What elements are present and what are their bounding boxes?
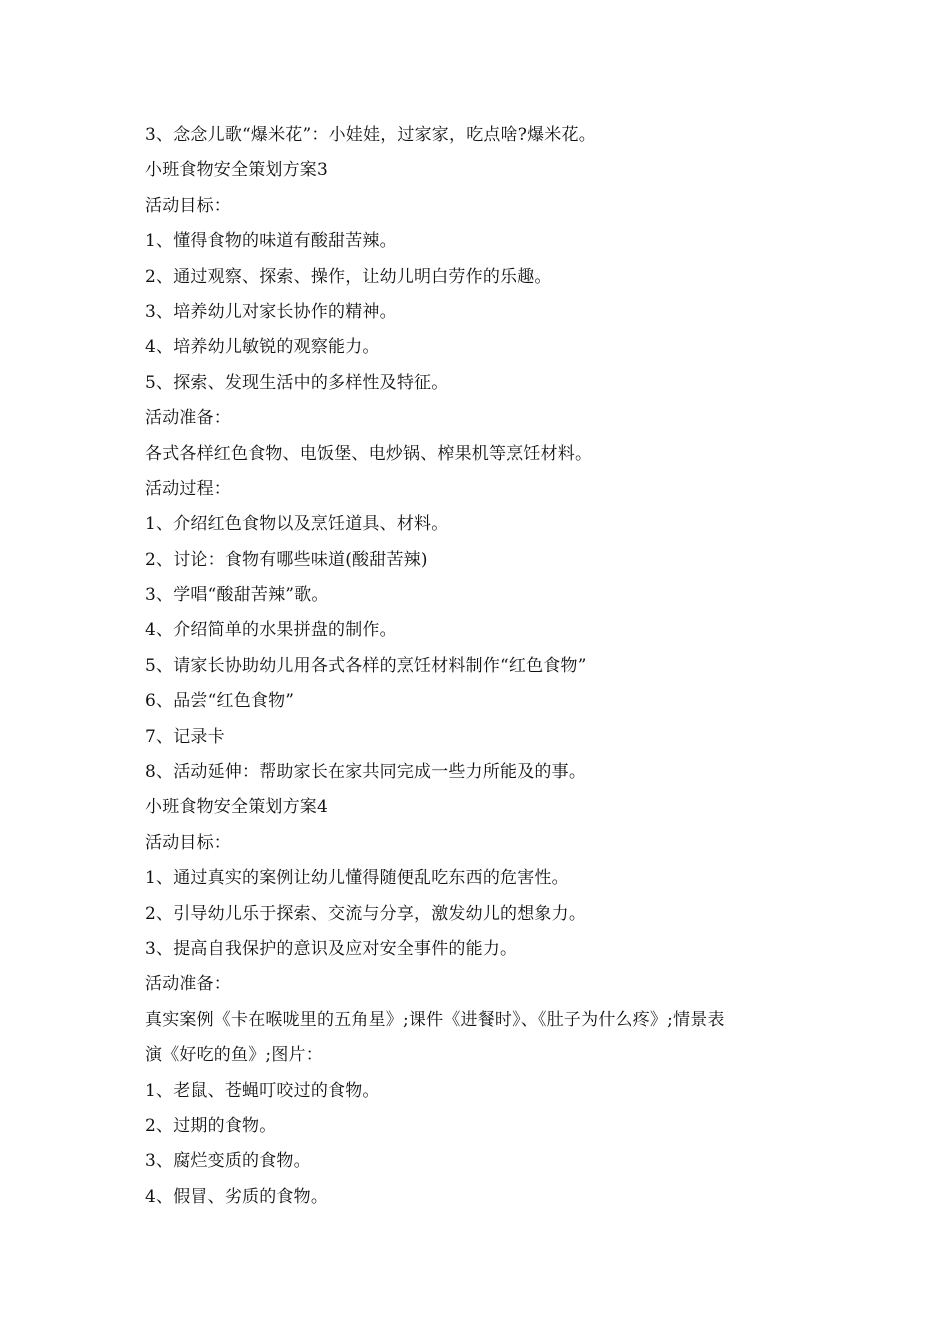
song-line: 3、念念儿歌“爆米花”：小娃娃，过家家，吃点啥?爆米花。 (145, 125, 596, 145)
heading-activity-goals: 活动目标： (145, 195, 231, 216)
list-item: 3、腐烂变质的食物。 (145, 1151, 311, 1172)
paragraph-continuation: 演《好吃的鱼》;图片： (145, 1045, 323, 1066)
list-item: 3、培养幼儿对家长协作的精神。 (145, 301, 397, 322)
list-item: 2、引导幼儿乐于探索、交流与分享，激发幼儿的想象力。 (145, 903, 587, 924)
heading-activity-process: 活动过程： (145, 478, 231, 499)
list-item: 1、老鼠、苍蝇叮咬过的食物。 (145, 1080, 380, 1101)
paragraph: 真实案例《卡在喉咙里的五角星》;课件《进餐时》、《肚子为什么疼》;情景表 (145, 1009, 725, 1030)
list-item: 8、活动延伸：帮助家长在家共同完成一些力所能及的事。 (145, 762, 587, 783)
heading-activity-prep: 活动准备： (145, 408, 231, 429)
list-item: 4、假冒、劣质的食物。 (145, 1186, 329, 1207)
list-item: 4、介绍简单的水果拼盘的制作。 (145, 620, 397, 641)
list-item: 1、懂得食物的味道有酸甜苦辣。 (145, 231, 397, 252)
list-item: 5、探索、发现生活中的多样性及特征。 (145, 372, 449, 393)
list-item: 2、过期的食物。 (145, 1115, 277, 1136)
list-item: 7、记录卡 (145, 726, 225, 747)
paragraph: 各式各样红色食物、电饭堡、电炒锅、榨果机等烹饪材料。 (145, 443, 593, 464)
list-item: 6、品尝“红色食物” (145, 691, 295, 712)
list-item: 1、介绍红色食物以及烹饪道具、材料。 (145, 514, 449, 535)
list-item: 3、提高自我保护的意识及应对安全事件的能力。 (145, 938, 518, 959)
heading-activity-prep: 活动准备： (145, 974, 231, 995)
section-title-plan-3: 小班食物安全策划方案3 (145, 160, 329, 181)
list-item: 4、培养幼儿敏锐的观察能力。 (145, 337, 380, 358)
document-body (145, 118, 825, 1215)
section-title-plan-4: 小班食物安全策划方案4 (145, 797, 329, 818)
list-item: 2、通过观察、探索、操作，让幼儿明白劳作的乐趣。 (145, 266, 552, 287)
list-item: 1、通过真实的案例让幼儿懂得随便乱吃东西的危害性。 (145, 868, 569, 889)
list-item: 3、学唱“酸甜苦辣”歌。 (145, 585, 329, 606)
list-item: 5、请家长协助幼儿用各式各样的烹饪材料制作“红色食物” (145, 655, 587, 676)
heading-activity-goals: 活动目标： (145, 832, 231, 853)
list-item: 2、讨论：食物有哪些味道(酸甜苦辣) (145, 549, 428, 570)
